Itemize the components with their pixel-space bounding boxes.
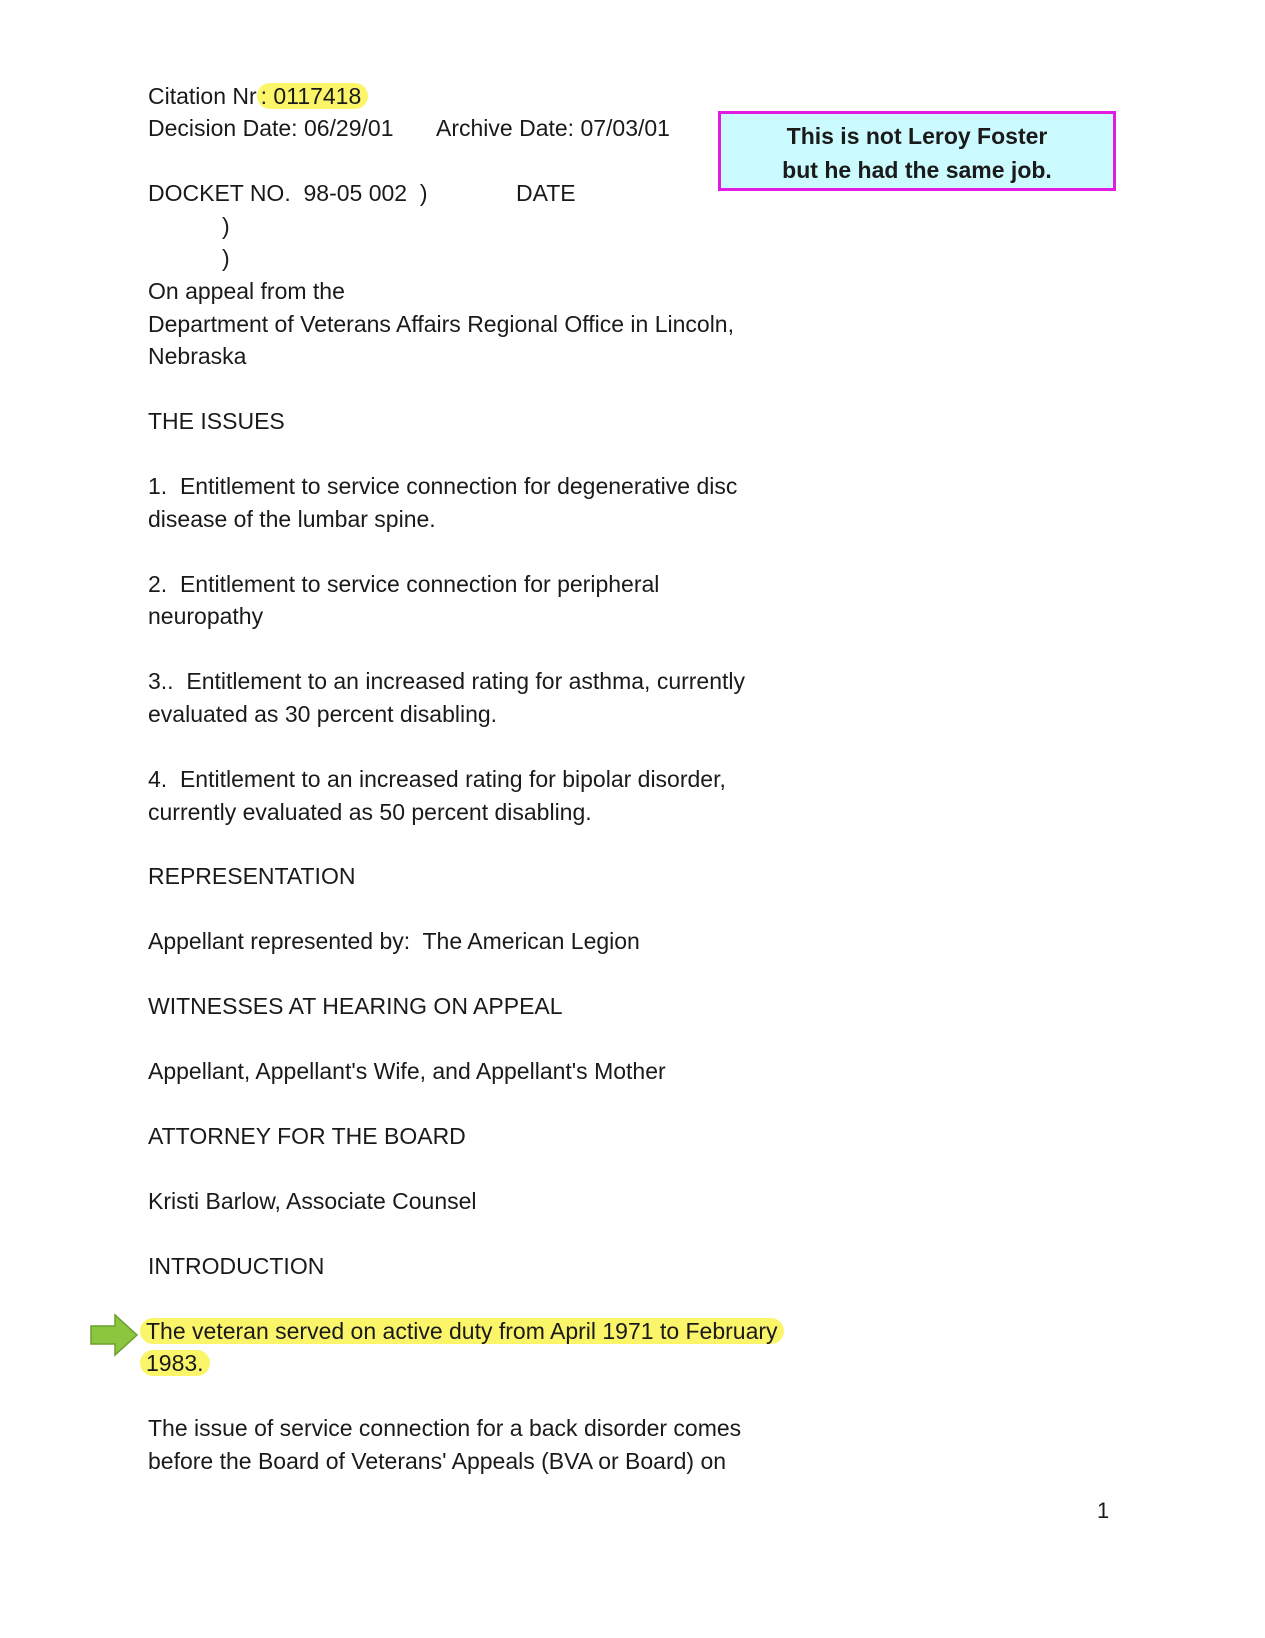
appeal-line-1: On appeal from the (148, 278, 345, 304)
issue-2-line-2: neuropathy (148, 603, 264, 629)
issue-3-line-1: 3.. Entitlement to an increased rating for asthma, currently (148, 668, 746, 694)
issues-heading: THE ISSUES (148, 408, 285, 434)
highlighted-service-year: 1983. (140, 1350, 210, 1376)
appeal-line-3: Nebraska (148, 343, 247, 369)
note-line-1: This is not Leroy Foster (786, 123, 1048, 149)
docket-paren-2: ) (222, 245, 230, 271)
note-line-2: but he had the same job. (782, 157, 1052, 183)
annotation-note-box (718, 111, 1116, 191)
citation-line (148, 81, 368, 111)
docket-paren-1: ) (222, 213, 230, 239)
highlight-line-1 (140, 1316, 784, 1346)
archive-date: Archive Date: 07/03/01 (436, 115, 670, 141)
issue-4-line-2: currently evaluated as 50 percent disabling. (148, 799, 592, 825)
issue-4-line-1: 4. Entitlement to an increased rating for bipolar disorder, (148, 766, 726, 792)
attorney-heading: ATTORNEY FOR THE BOARD (148, 1123, 466, 1149)
intro-paragraph-line-2: before the Board of Veterans' Appeals (BVA or Board) on (148, 1448, 727, 1474)
green-arrow-icon (89, 1313, 139, 1357)
issue-3-line-2: evaluated as 30 percent disabling. (148, 701, 498, 727)
decision-date: Decision Date: 06/29/01 (148, 115, 394, 141)
citation-label: Citation Nr (148, 83, 257, 109)
witnesses-text: Appellant, Appellant's Wife, and Appellant's Mother (148, 1058, 666, 1084)
citation-number: : 0117418 (257, 83, 369, 109)
appeal-line-2: Department of Veterans Affairs Regional Office in Lincoln, (148, 311, 734, 337)
issue-2-line-1: 2. Entitlement to service connection for peripheral (148, 571, 660, 597)
issue-1-line-2: disease of the lumbar spine. (148, 506, 436, 532)
representation-heading: REPRESENTATION (148, 863, 356, 889)
docket-number: DOCKET NO. 98-05 002 ) (148, 180, 428, 206)
issue-1-line-1: 1. Entitlement to service connection for degenerative disc (148, 473, 738, 499)
introduction-heading: INTRODUCTION (148, 1253, 325, 1279)
page-number: 1 (1097, 1498, 1110, 1523)
date-label: DATE (516, 180, 576, 206)
highlight-line-2 (140, 1348, 210, 1378)
witnesses-heading: WITNESSES AT HEARING ON APPEAL (148, 993, 563, 1019)
attorney-text: Kristi Barlow, Associate Counsel (148, 1188, 477, 1214)
representation-text: Appellant represented by: The American Legion (148, 928, 640, 954)
intro-paragraph-line-1: The issue of service connection for a back disorder comes (148, 1415, 742, 1441)
highlighted-service-text: The veteran served on active duty from April 1971 to February (140, 1318, 784, 1344)
